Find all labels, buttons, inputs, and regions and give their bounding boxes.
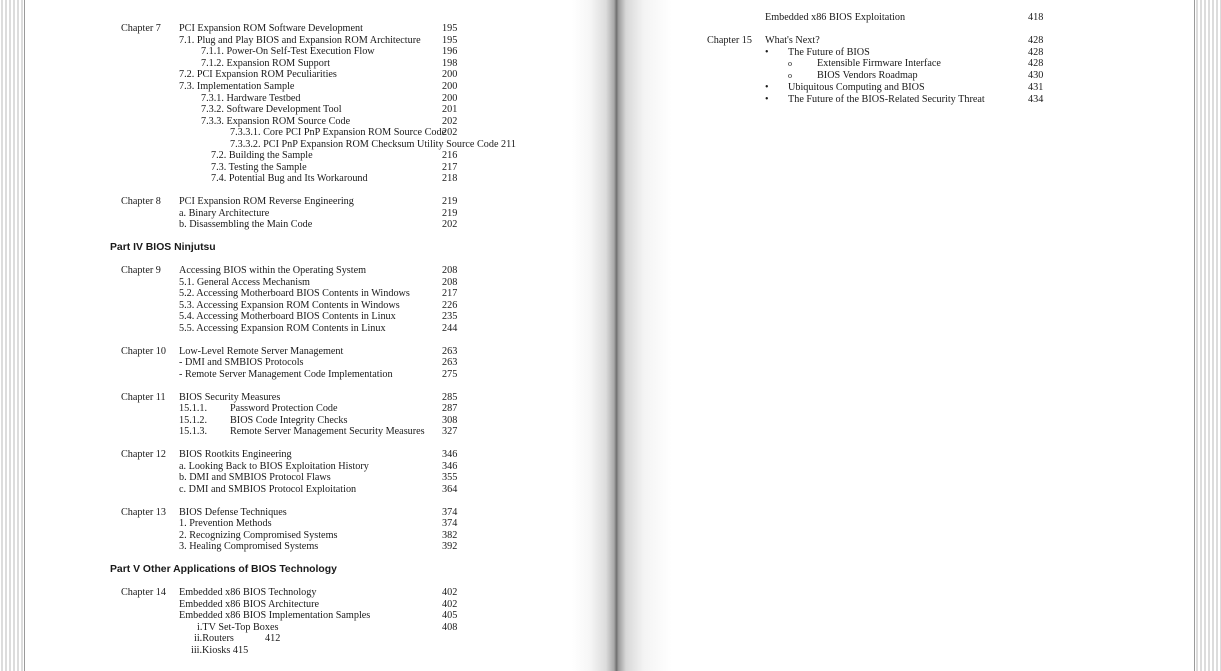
- bullet-filled-icon: •: [765, 82, 769, 93]
- bullet-hollow-icon: o: [788, 59, 792, 68]
- bullet-filled-icon: •: [765, 94, 769, 105]
- bullet-hollow-icon: o: [788, 71, 792, 80]
- book-edge-right: [1194, 0, 1221, 671]
- part-heading: Part IV BIOS Ninjutsu: [110, 242, 216, 253]
- book-spine: [572, 0, 672, 671]
- bullet-filled-icon: •: [765, 47, 769, 58]
- left-page: Chapter 7 PCI Expansion ROM Software Development 195 7.1. Plug and Play BIOS and Expansion ROM Architecture 195 7.1.1. Power-On Self-Test Execution Flow 196 7.1.2. Expansion ROM Support 198 7.2. PCI Expansion ROM Peculiarities 200 7.3. Implementation Sample 200 7.3.1. Hardware Testbed 200 7.3.2. Software Development Tool 201 7.3.3. Expansion ROM Source Code 202 7.3.3.1. Core PCI PnP Expansion ROM Source Code 202 7.3.3.2. PCI PnP Expansion ROM Checksum Utility Source Code 211 7.2. Building the Sample 216 7.3. Testing the Sample 217 7.4. Potential Bug and Its Workaround 218 Chapter 8 PCI Expansion ROM Reverse Engineering 219 a. Binary Architecture 219 b. Disassembling the Main Code 202 Part IV BIOS Ninjutsu Chapter 9 Accessing BIOS within the Operating System 208 5.1. General Access Mechanism 208 5.2. Accessing Motherboard BIOS Contents in Windows 217 5.3. Accessing Expansion ROM Contents in Windows 226 5.4. Accessing Motherboard BIOS Contents in Linux 235 5.5. Accessing Expansion ROM Contents in Linux 244 Chapter 10 Low-Level Remote Server Management 263 - DMI and SMBIOS Protocols 263 - Remote Server Management Code Implementation 275 Chapter 11 BIOS Security Measures 285 15.1.1. Password Protection Code 287 15.1.2. BIOS Code Integrity Checks 308 15.1.3. Remote Server Management Security Measures 327 Chapter 12 BIOS Rootkits Engineering 346 a. Looking Back to BIOS Exploitation History 346 b. DMI and SMBIOS Protocol Flaws 355 c. DMI and SMBIOS Protocol Exploitation 364 Chapter 13 BIOS Defense Techniques 374 1. Prevention Methods 374 2. Recognizing Compromised Systems 382 3. Healing Compromised Systems 392 Part V Other Applications of BIOS Technology Chapter 14 Embedded x86 BIOS Technology 402 Embedded x86 BIOS Architecture 402 Embedded x86 BIOS Implementation Samples 405 i.TV Set-Top Boxes 408 ii.Routers 412 iii.Kiosks 415: [110, 23, 516, 656]
- right-page: Embedded x86 BIOS Exploitation 418 Chapter 15 What's Next? 428 • The Future of BIOS 428 o Extensible Firmware Interface 428 o BIOS Vendors Roadmap 430 • Ubiquitous Computing and BIOS 431 • The Future of the BIOS-Related Security Threat 434: [707, 12, 1044, 105]
- part-heading: Part V Other Applications of BIOS Technology: [110, 564, 337, 575]
- book-edge-left: [0, 0, 25, 671]
